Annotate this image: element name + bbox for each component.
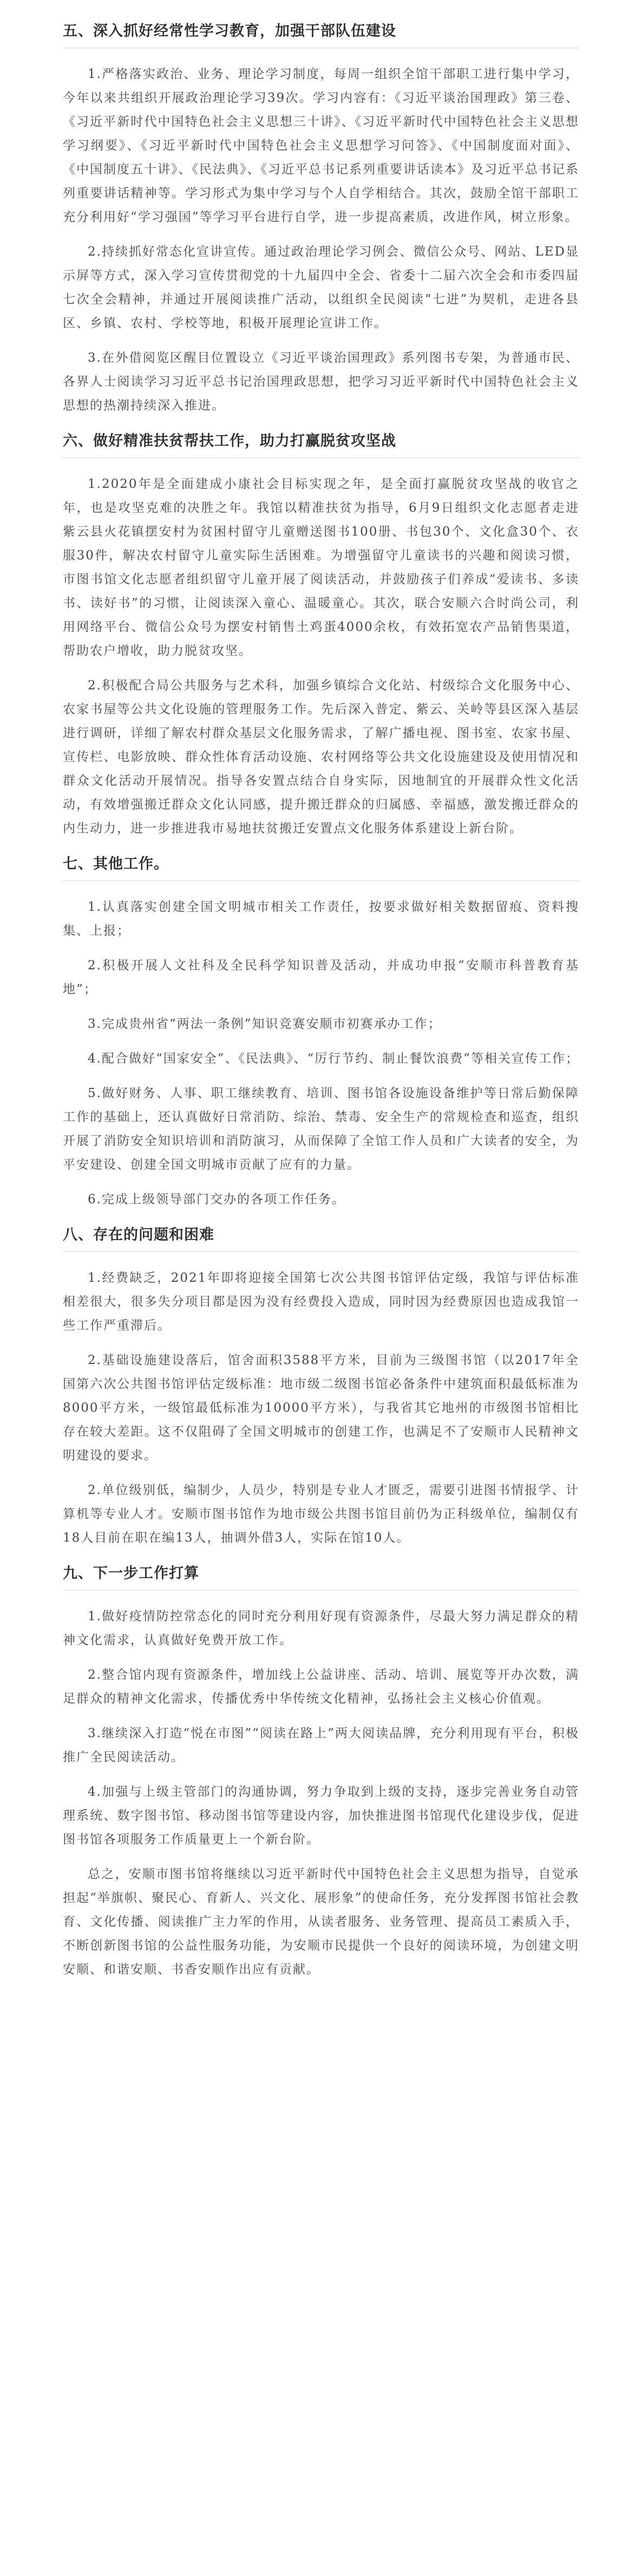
section-title: 八、存在的问题和困难 <box>63 1227 214 1243</box>
paragraph: 4.加强与上级主管部门的沟通协调，努力争取到上级的支持，逐步完善业务自动管理系统、数字图书馆、移动图书馆等建设内容，加快推进图书馆现代化建设步伐，促进图书馆各项服务工作质量更上一个新台阶。 <box>63 1785 579 1847</box>
paragraph: 2.基础设施建设落后，馆舍面积3588平方米，目前为三级图书馆（以2017年全国第六次公共图书馆评估定级标准：地市级二级图书馆必备条件中建筑面积最低标准为8000平方米，一级馆最低标准为10000平方米），与我省其它地州的市级图书馆相比存在较大差距。这不仅阻碍了全国文明城市的创建工作，也满足不了安顺市人民精神文明建设的要求。 <box>63 1353 579 1463</box>
paragraph: 2.整合馆内现有资源条件，增加线上公益讲座、活动、培训、展览等开办次数，满足群众的精神文化需求，传播优秀中华传统文化精神，弘扬社会主义核心价值观。 <box>63 1668 579 1706</box>
section-poverty-alleviation <box>63 428 579 840</box>
paragraph: 1.认真落实创建全国文明城市相关工作责任，按要求做好相关数据留痕、资料搜集、上报； <box>63 900 579 938</box>
paragraph: 2.积极配合局公共服务与艺术科，加强乡镇综合文化站、村级综合文化服务中心、农家书屋等公共文化设施的管理服务工作。先后深入普定、紫云、关岭等县区深入基层进行调研，详细了解农村群众基层文化服务需求，了解广播电视、图书室、农家书屋、宣传栏、电影放映、群众性体育活动设施、农村网络等公共文化设施建设及使用情况和群众文化活动开展情况。指导各安置点结合自身实际，因地制宜的开展群众性文化活动，有效增强搬迁群众文化认同感，提升搬迁群众的归属感、幸福感，激发搬迁群众的内生动力，进一步推进我市易地扶贫搬迁安置点文化服务体系建设上新台阶。 <box>63 679 579 836</box>
paragraph: 2.持续抓好常态化宣讲宣传。通过政治理论学习例会、微信公众号、网站、LED显示屏等方式，深入学习宣传贯彻党的十九届四中全会、省委十二届六次全会和市委四届七次全会精神，并通过开展阅读推广活动，以组织全民阅读“七进”为契机，走进各县区、乡镇、农村、学校等地，积极开展理论宣讲工作。 <box>63 245 579 330</box>
section-problems <box>63 1222 579 1550</box>
section-title: 六、做好精准扶贫帮扶工作，助力打赢脱贫攻坚战 <box>63 433 396 449</box>
paragraph: 6.完成上级领导部门交办的各项工作任务。 <box>88 1192 345 1207</box>
section-other-work <box>63 851 579 1211</box>
paragraph: 1.经费缺乏，2021年即将迎接全国第七次公共图书馆评估定级，我馆与评估标准相差很大，很多失分项目都是因为没有经费投入造成，同时因为经费原因也造成我馆一些工作严重滞后。 <box>63 1271 579 1333</box>
paragraph: 5.做好财务、人事、职工继续教育、培训、图书馆各设施设备维护等日常后勤保障工作的基础上，还认真做好日常消防、综治、禁毒、安全生产的常规检查和巡查，组织开展了消防安全知识培训和消防演习，从而保障了全馆工作人员和广大读者的安全，为平安建设、创建全国文明城市贡献了应有的力量。 <box>63 1086 579 1172</box>
paragraph: 2.单位级别低，编制少，人员少，特别是专业人才匮乏，需要引进图书情报学、计算机等专业人才。安顺市图书馆作为地市级公共图书馆目前仍为正科级单位，编制仅有18人目前在职在编13人，抽调外借3人，实际在馆10人。 <box>63 1483 579 1545</box>
section-study-education <box>63 18 579 418</box>
paragraph: 4.配合做好“国家安全”、《民法典》、“厉行节约、制止餐饮浪费”等相关宣传工作； <box>88 1052 579 1066</box>
paragraph: 1.做好疫情防控常态化的同时充分利用好现有资源条件，尽最大努力满足群众的精神文化需求，认真做好免费开放工作。 <box>63 1609 579 1647</box>
paragraph: 3.在外借阅览区醒目位置设立《习近平谈治国理政》系列图书专架，为普通市民、各界人士阅读学习习近平总书记治国理政思想，把学习习近平新时代中国特色社会主义思想的热潮持续深入推进。 <box>63 351 579 413</box>
paragraph: 3.继续深入打造“悦在市图”“阅读在路上”两大阅读品牌，充分利用现有平台，积极推广全民阅读活动。 <box>63 1726 579 1764</box>
section-divider <box>63 1251 579 1252</box>
conclusion-paragraph: 总之，安顺市图书馆将继续以习近平新时代中国特色社会主义思想为指导，自觉承担起“举旗帜、聚民心、育新人、兴文化、展形象”的使命任务，充分发挥图书馆社会教育、文化传播、阅读推广主力军的作用，从读者服务、业务管理、提高员工素质入手，不断创新图书馆的公益性服务功能，为安顺市民提供一个良好的阅读环境，为创建文明安顺、和谐安顺、书香安顺作出应有贡献。 <box>63 1867 579 1977</box>
section-title: 九、下一步工作打算 <box>63 1565 199 1582</box>
paragraph: 3.完成贵州省“两法一条例”知识竞赛安顺市初赛承办工作； <box>88 1017 442 1031</box>
paragraph: 2.积极开展人文社科及全民科学知识普及活动，并成功申报“安顺市科普教育基地”； <box>63 958 579 996</box>
section-next-steps <box>63 1561 579 1981</box>
section-title: 七、其他工作。 <box>63 856 169 872</box>
section-title: 五、深入抓好经常性学习教育，加强干部队伍建设 <box>63 23 396 40</box>
paragraph: 1.2020年是全面建成小康社会目标实现之年，是全面打赢脱贫攻坚战的收官之年，也是攻坚克难的决胜之年。我馆以精准扶贫为指导，6月9日组织文化志愿者走进紫云县火花镇摆安村为贫困村留守儿童赠送图书100册、书包30个、文化盒30个、衣服30件，解决农村留守儿童实际生活困难。为增强留守儿童读书的兴趣和阅读习惯，市图书馆文化志愿者组织留守儿童开展了阅读活动，并鼓励孩子们养成“爱读书、多读书、读好书”的习惯，让阅读深入童心、温暖童心。其次，联合安顺六合时尚公司，利用网络平台、微信公众号为摆安村销售土鸡蛋4000余枚，有效拓宽农产品销售渠道，帮助农户增收，助力脱贫攻坚。 <box>63 477 579 658</box>
paragraph: 1.严格落实政治、业务、理论学习制度，每周一组织全馆干部职工进行集中学习，今年以来共组织开展政治理论学习39次。学习内容有：《习近平谈治国理政》第三卷、《习近平新时代中国特色社会主义思想三十讲》、《习近平新时代中国特色社会主义思想学习纲要》、《习近平新时代中国特色社会主义思想学习问答》、《中国制度面对面》、《中国制度五十讲》、《民法典》、《习近平总书记系列重要讲话读本》及习近平总书记系列重要讲话精神等。学习形式为集中学习与个人自学相结合。其次，鼓励全馆干部职工充分利用好“学习强国”等学习平台进行自学，进一步提高素质，改进作风，树立形象。 <box>63 67 579 224</box>
